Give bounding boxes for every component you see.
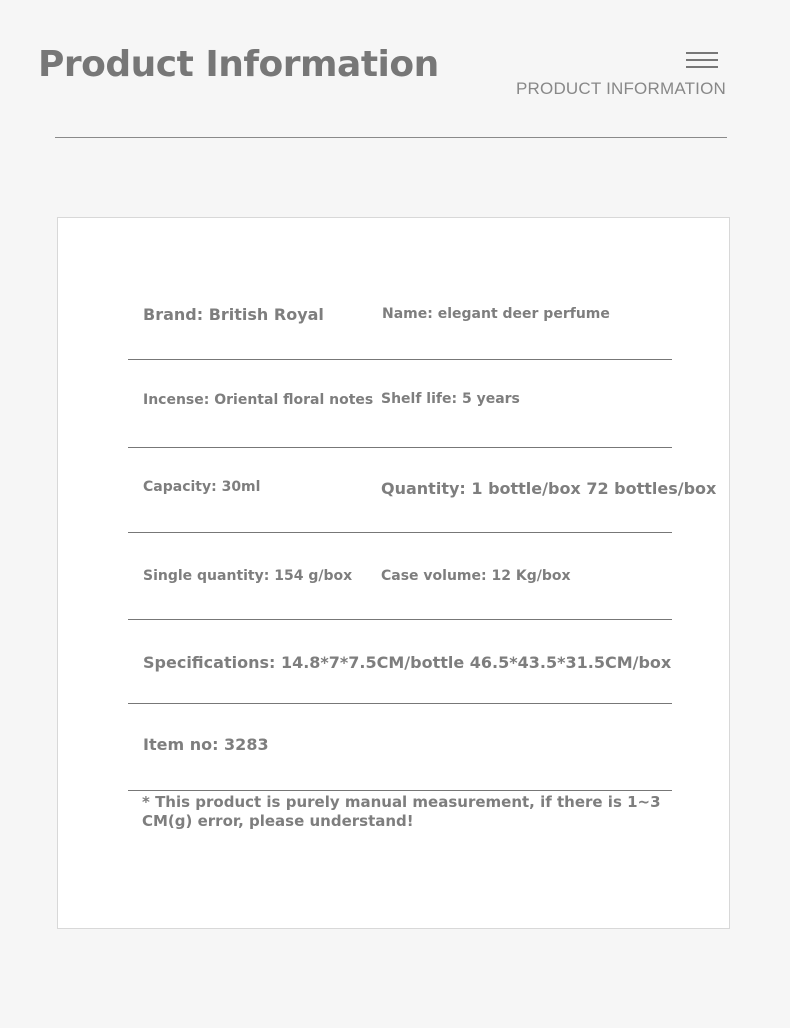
page-subtitle: PRODUCT INFORMATION [516,79,726,98]
product-info-card [57,217,730,929]
specifications-field: Specifications: 14.8*7*7.5CM/bottle 46.5*43.5*31.5CM/box [143,653,672,672]
case-volume-field: Case volume: 12 Kg/box [381,568,571,584]
page-title: Product Information [38,44,439,85]
row-divider [128,703,672,704]
shelf-life-field: Shelf life: 5 years [381,391,520,407]
incense-field: Incense: Oriental floral notes [143,392,374,408]
measurement-note: * This product is purely manual measurement, if there is 1~3 CM(g) error, please understand! [142,793,661,830]
menu-icon[interactable] [686,52,718,68]
row-divider [128,790,672,791]
name-field: Name: elegant deer perfume [382,306,610,322]
row-divider [128,532,672,533]
row-divider [128,619,672,620]
capacity-field: Capacity: 30ml [143,479,261,495]
header-divider [55,137,727,138]
row-divider [128,447,672,448]
quantity-field: Quantity: 1 bottle/box 72 bottles/box [381,479,717,498]
row-divider [128,359,672,360]
brand-field: Brand: British Royal [143,305,324,324]
single-quantity-field: Single quantity: 154 g/box [143,568,353,584]
item-no-field: Item no: 3283 [143,735,269,754]
